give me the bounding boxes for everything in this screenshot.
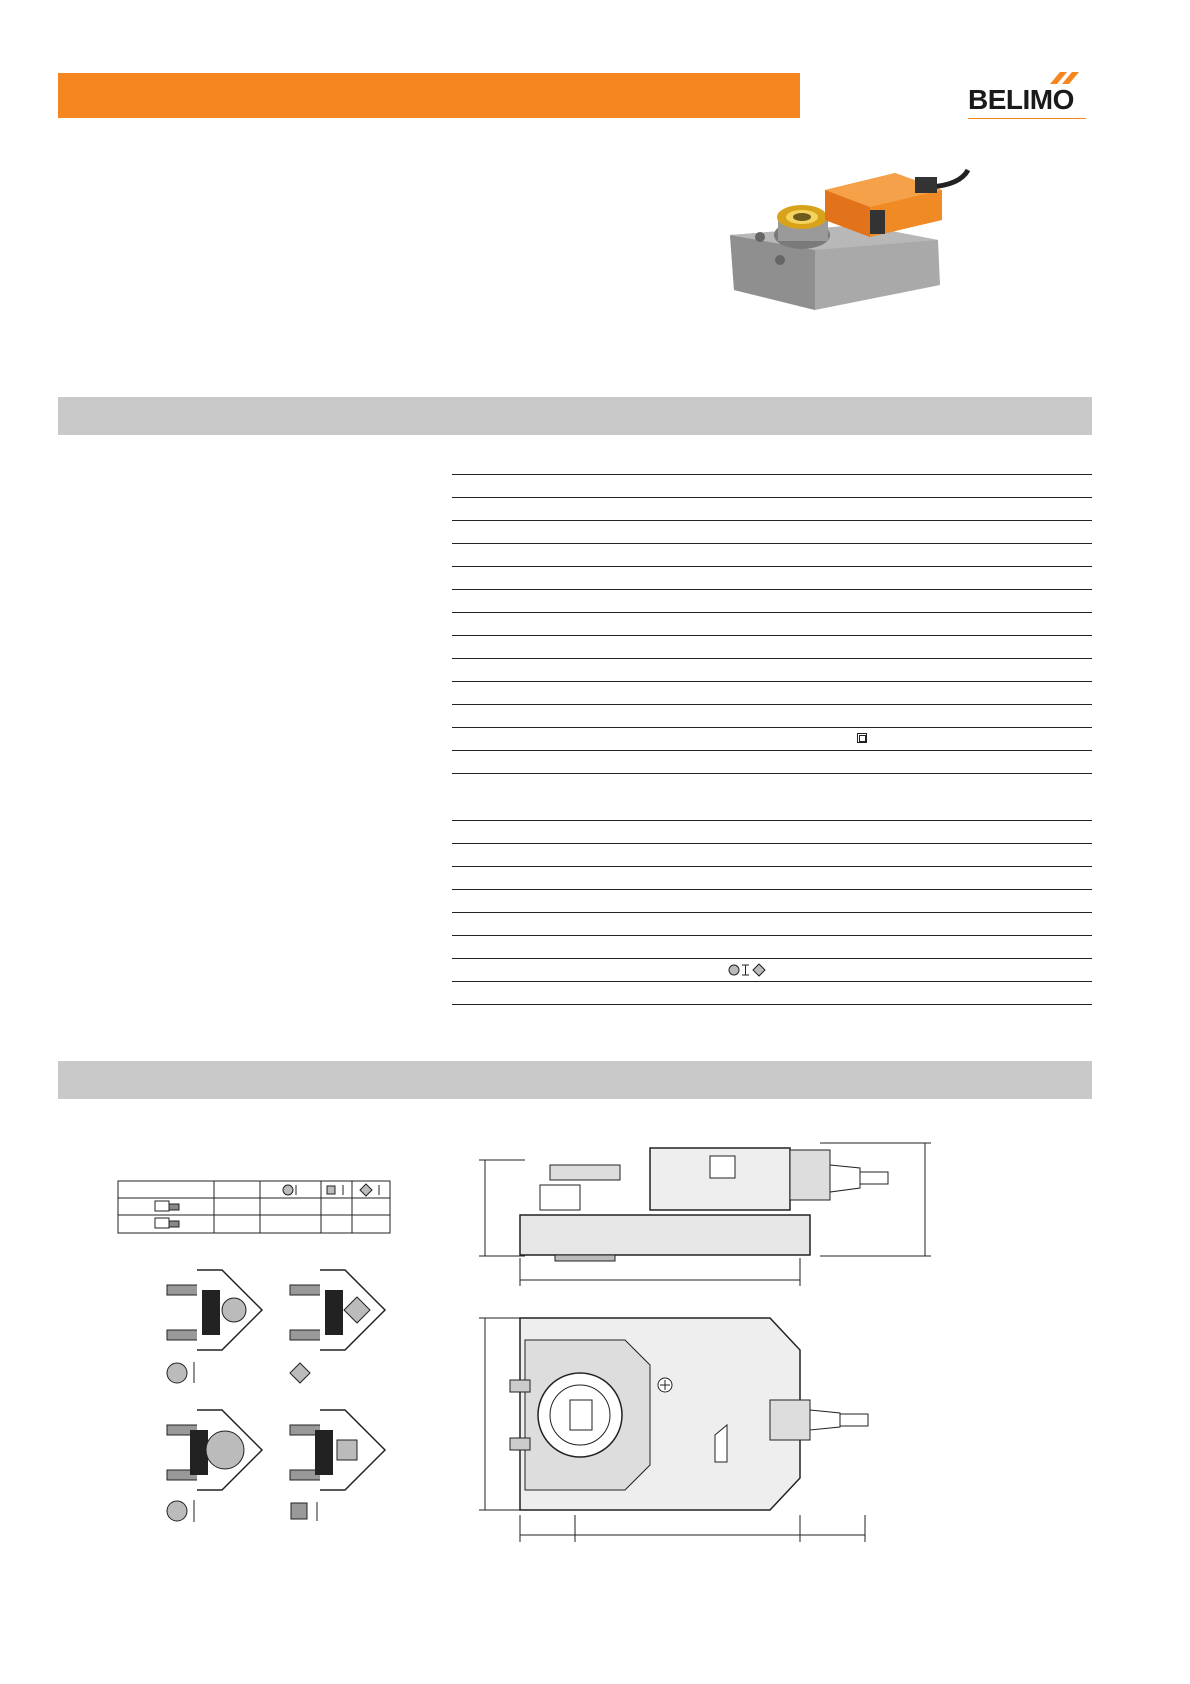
- technical-data-section-bar: [58, 397, 1092, 435]
- actuator-side-view: [465, 1140, 935, 1300]
- table-row: [452, 681, 1092, 704]
- round-shaft-icon: [283, 1185, 296, 1195]
- table-row: [452, 912, 1092, 935]
- shaft-clamp-range-icon: [727, 962, 767, 978]
- table-row: [452, 889, 1092, 912]
- table-row: [452, 520, 1092, 543]
- table-row: [452, 958, 1092, 981]
- actuator-top-view: [465, 1310, 935, 1550]
- table-row: [452, 658, 1092, 681]
- table-row: [452, 566, 1092, 589]
- square-shaft-icon: [857, 733, 867, 743]
- table-row: [452, 589, 1092, 612]
- table-row: [452, 704, 1092, 727]
- shaft-length-icon-1: [155, 1201, 179, 1211]
- logo-underline: [968, 118, 1086, 119]
- table-row: [452, 773, 1092, 820]
- table-row: [452, 474, 1092, 497]
- table-row: [452, 543, 1092, 566]
- shaft-length-icon-2: [155, 1218, 179, 1228]
- table-row: [452, 612, 1092, 635]
- table-row: [452, 935, 1092, 958]
- shaft-length-table: [117, 1180, 395, 1236]
- table-row: [452, 750, 1092, 773]
- logo-text: BELIMO: [968, 84, 1074, 115]
- round-shaft-clamp-large: [162, 1405, 272, 1525]
- table-row: [452, 981, 1092, 1005]
- table-row: [452, 820, 1092, 843]
- dimensions-section-bar: [58, 1061, 1092, 1099]
- diamond-shaft-clamp: [285, 1265, 395, 1385]
- technical-data-table: [452, 474, 1092, 1005]
- table-row: [452, 635, 1092, 658]
- product-photo: [720, 165, 990, 350]
- table-row: [452, 497, 1092, 520]
- square-shaft-icon: [327, 1185, 343, 1195]
- diamond-shaft-icon: [360, 1184, 379, 1196]
- table-row: [452, 727, 1092, 750]
- table-row: [452, 866, 1092, 889]
- header-title-bar: [58, 73, 800, 118]
- belimo-logo: [968, 70, 1088, 122]
- round-shaft-clamp: [162, 1265, 272, 1385]
- square-shaft-clamp: [285, 1405, 395, 1525]
- table-row: [452, 843, 1092, 866]
